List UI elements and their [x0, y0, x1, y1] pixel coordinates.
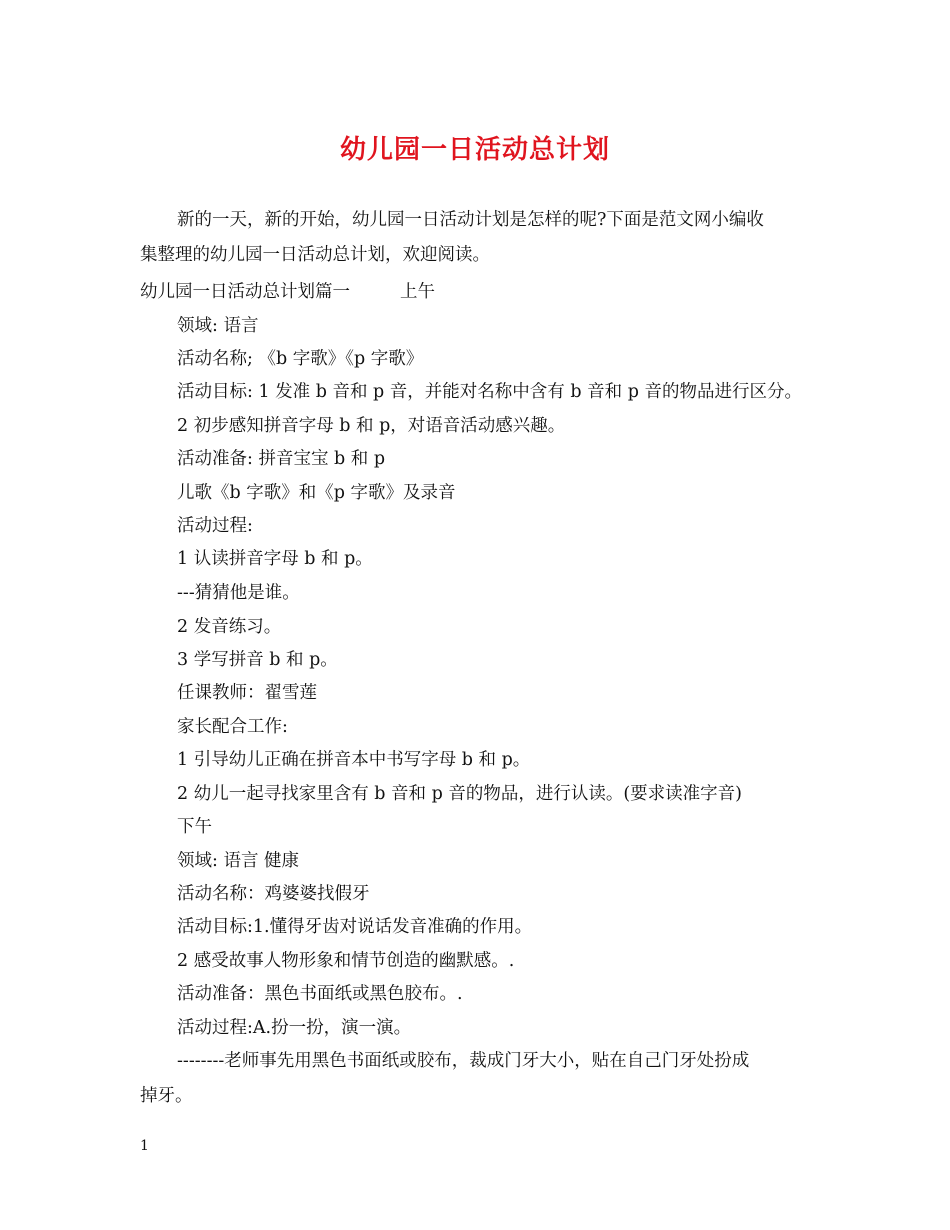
body-line: 儿歌《b 字歌》和《p 字歌》及录音 [177, 483, 456, 503]
body-line: 活动名称; 《b 字歌》《p 字歌》 [177, 349, 424, 369]
body-line: 2 发音练习。 [177, 617, 282, 637]
body-line: 活动准备: 拼音宝宝 b 和 p [177, 449, 386, 469]
body-line: 领域: 语言 健康 [177, 851, 300, 871]
body-line: 活动目标:1.懂得牙齿对说话发音准确的作用。 [177, 917, 533, 937]
document-title: 幼儿园一日活动总计划 [339, 135, 610, 165]
body-line: 活动过程: [177, 516, 253, 536]
body-line: 活动名称：鸡婆婆找假牙 [177, 884, 370, 904]
section-heading: 幼儿园一日活动总计划篇一 [140, 282, 350, 302]
body-line: 活动目标: 1 发准 b 音和 p 音，并能对名称中含有 b 音和 p 音的物品进行区分。 [177, 382, 802, 402]
page-number: 1 [140, 1138, 149, 1154]
body-line: 2 初步感知拼音字母 b 和 p，对语音活动感兴趣。 [177, 416, 566, 436]
body-line: 2 感受故事人物形象和情节创造的幽默感。. [177, 951, 515, 971]
body-line: --------老师事先用黑色书面纸或胶布，裁成门牙大小，贴在自己门牙处扮成 [177, 1051, 750, 1071]
body-line: 1 引导幼儿正确在拼音本中书写字母 b 和 p。 [177, 750, 531, 770]
body-line: ---猜猜他是谁。 [177, 583, 300, 603]
body-line: 领域: 语言 [177, 316, 259, 336]
body-line: 1 认读拼音字母 b 和 p。 [177, 549, 373, 569]
body-line: 任课教师：翟雪莲 [177, 683, 317, 703]
body-line: 3 学写拼音 b 和 p。 [177, 650, 338, 670]
body-line: 家长配合工作: [177, 717, 288, 737]
body-line: 活动准备：黑色书面纸或黑色胶布。. [177, 984, 463, 1004]
body-line: 下午 [177, 817, 212, 837]
intro-paragraph-line-2: 集整理的幼儿园一日活动总计划，欢迎阅读。 [140, 245, 490, 265]
body-line: 2 幼儿一起寻找家里含有 b 音和 p 音的物品，进行认读。(要求读准字音) [177, 784, 743, 804]
intro-paragraph-line-1: 新的一天，新的开始，幼儿园一日活动计划是怎样的呢?下面是范文网小编收 [177, 210, 764, 230]
body-line-last: 掉牙。 [140, 1086, 193, 1106]
section-period-label: 上午 [400, 282, 435, 302]
body-line: 活动过程:A.扮一扮，演一演。 [177, 1018, 412, 1038]
